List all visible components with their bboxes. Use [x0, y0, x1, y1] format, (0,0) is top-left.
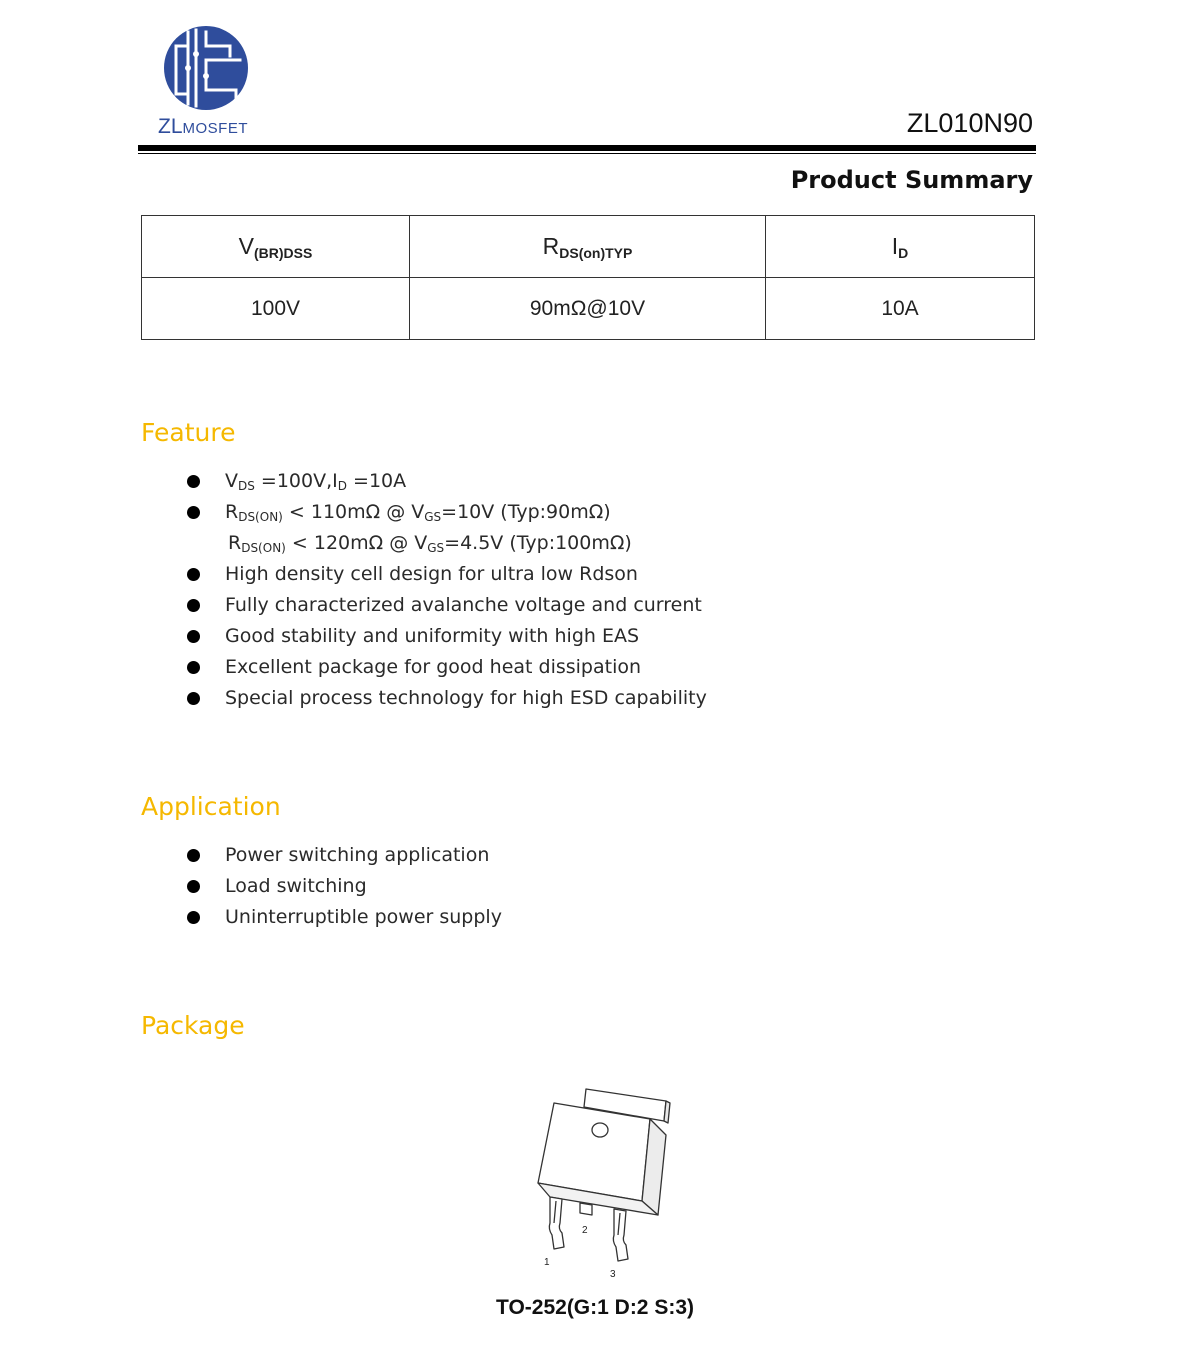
zlmosfet-logo — [160, 26, 252, 110]
list-item: $R_{DS(ON)} < 110m\Omega$ @ $V_{GS}=10V$ (Typ:90mΩ) — [0, 497, 707, 528]
header-rdson: $R_{DS(on)TYP}$ — [410, 216, 766, 278]
bullet-icon — [187, 506, 200, 519]
part-number: ZL010N90 — [906, 108, 1033, 138]
bullet-icon — [187, 475, 200, 488]
table-header-row — [142, 216, 1035, 278]
bullet-icon — [187, 692, 200, 705]
product-summary-title: Product Summary — [790, 166, 1033, 194]
brand-mosfet: MOSFET — [182, 120, 249, 137]
value-id: 10A — [766, 278, 1035, 340]
list-item: $V_{DS} =100V,I_D =10A$ — [0, 466, 707, 497]
bullet-icon — [187, 661, 200, 674]
application-title: Application — [141, 792, 281, 821]
product-summary-table — [141, 215, 1035, 340]
bullet-icon — [187, 630, 200, 643]
list-item-continuation: $R_{DS(ON)} < 120m\Omega$ @ $V_{GS}=4.5V$ (Typ:100mΩ) — [228, 532, 632, 555]
table-row — [142, 278, 1035, 340]
pin-label-2: 2 — [582, 1225, 588, 1236]
header-vbrdss: $V_{(BR)DSS}$ — [142, 216, 410, 278]
header-rule-thin — [138, 153, 1036, 154]
list-item: Power switching application — [0, 840, 502, 871]
bullet-icon — [187, 568, 200, 581]
bullet-icon — [187, 911, 200, 924]
list-item: High density cell design for ultra low Rdson — [0, 559, 707, 590]
value-rdson: 90mΩ@10V — [410, 278, 766, 340]
list-item: Good stability and uniformity with high EAS — [0, 621, 707, 652]
brand-zl: ZL — [158, 115, 183, 138]
header-id: $I_D$ — [766, 216, 1035, 278]
list-item: Fully characterized avalanche voltage and current — [0, 590, 707, 621]
bullet-icon — [187, 880, 200, 893]
list-item: Uninterruptible power supply — [0, 902, 502, 933]
value-vbrdss: 100V — [142, 278, 410, 340]
package-title: Package — [141, 1011, 245, 1040]
bullet-icon — [187, 849, 200, 862]
brand-name — [158, 115, 248, 139]
list-item: Special process technology for high ESD capability — [0, 683, 707, 714]
header-rule-thick — [138, 145, 1036, 151]
feature-title: Feature — [141, 418, 236, 447]
list-item: Excellent package for good heat dissipation — [0, 652, 707, 683]
to252-package-drawing — [528, 1083, 678, 1283]
pin-label-1: 1 — [544, 1257, 550, 1268]
pin-label-3: 3 — [610, 1269, 616, 1280]
package-caption: TO-252(G:1 D:2 S:3) — [496, 1296, 694, 1319]
feature-list — [0, 466, 707, 714]
list-item: Load switching — [0, 871, 502, 902]
application-list — [0, 840, 502, 933]
bullet-icon — [187, 599, 200, 612]
